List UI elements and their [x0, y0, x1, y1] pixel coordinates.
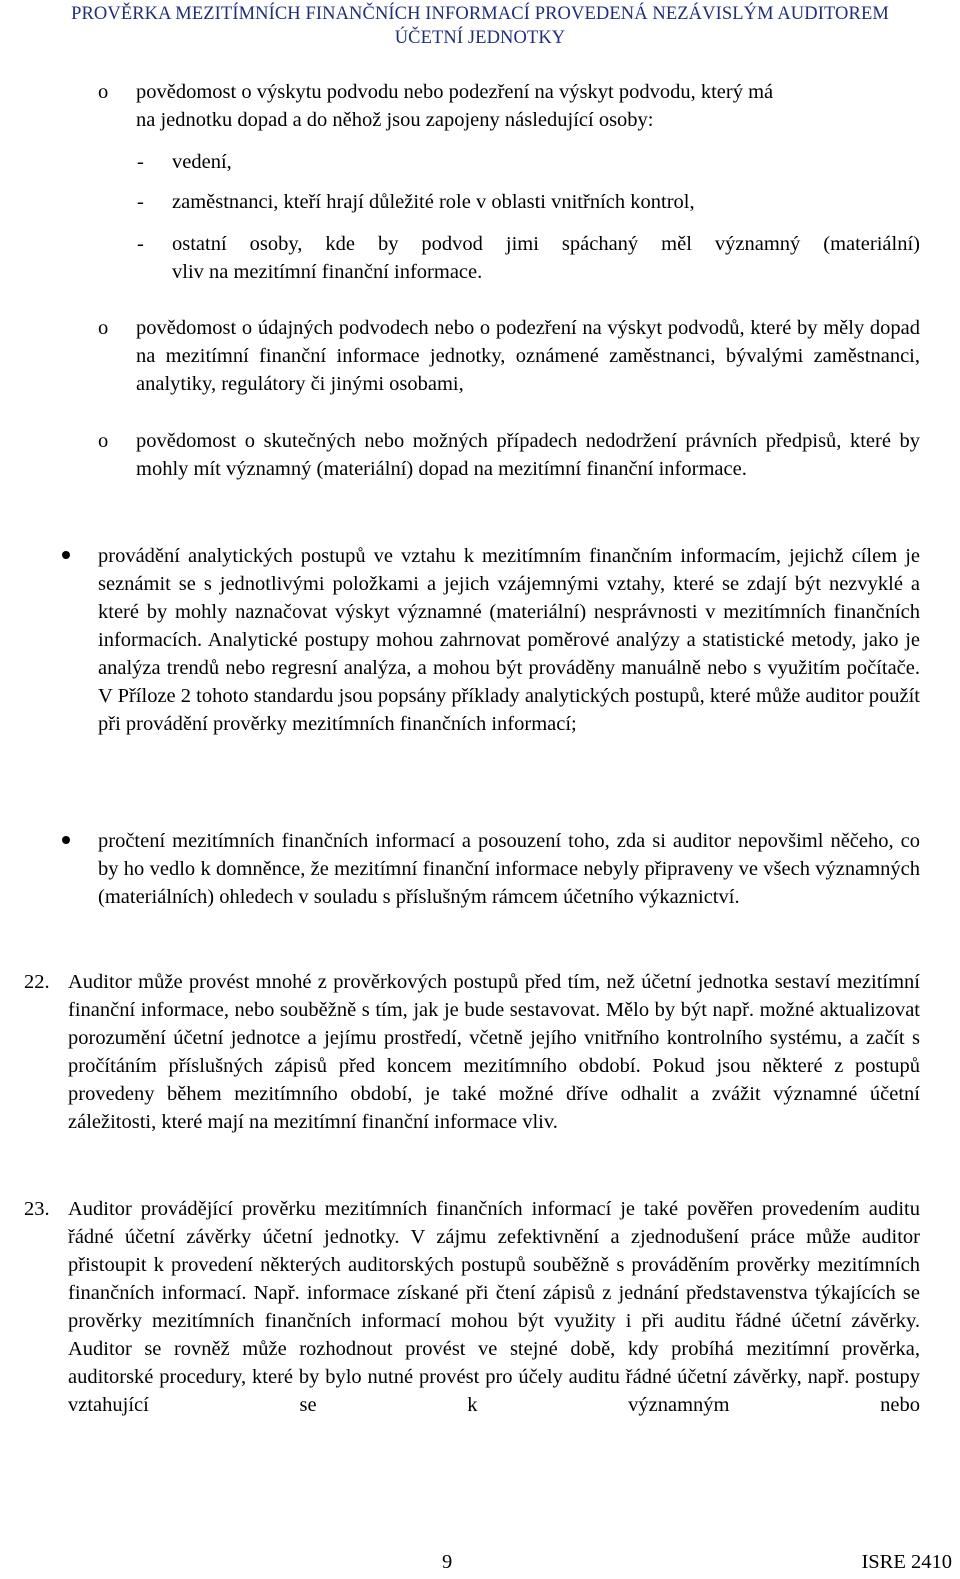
- text-line: zaměstnanci, kteří hrají důležité role v oblasti vnitřních kontrol,: [172, 191, 695, 213]
- sub-bullet-marker: o: [98, 430, 109, 452]
- dash-marker: -: [137, 191, 144, 213]
- paragraph-23: Auditor provádějící prověrku mezitímních finančních informací je také pověřen provedením auditu řádné účetní závěrky účetní jednotky. V zájmu zefektivnění a zjednodušení práce může auditor přistoupit k provedení některých auditorských postupů souběžně s prováděním prověrky mezitímních finančních informací. Např. informace získané při čtení zápisů z jednání představenstva týkajících se prověrky mezitímních finančních informací mohou být využity i při auditu řádné účetní závěrky. Auditor se rovněž může rozhodnout provést ve stejné době, kdy probíhá mezitímní prověrka, auditorské procedury, které by bylo nutné provést pro účely auditu řádné účetní závěrky, např. postupy vztahující se k významným nebo: [68, 1198, 920, 1416]
- text-line: na jednotku dopad a do něhož jsou zapojeny následující osoby:: [136, 109, 654, 131]
- paragraph-22: Auditor může provést mnohé z prověrkových postupů před tím, než účetní jednotka sestaví mezitímní finanční informace, nebo souběžně s tím, jak je bude sestavovat. Mělo by být např. možné aktualizovat porozumění účetní jednotce a jejímu prostředí, včetně jejího vnitřního kontrolního systému, a začít s pročítáním příslušných zápisů před koncem mezitímního období. Pokud jsou některé z postupů provedeny během mezitímního období, je také možné dříve odhalit a zvážit významné účetní záležitosti, které mají na mezitímní finanční informace vliv.: [68, 971, 920, 1133]
- sub-bullet-item-alleged-fraud: povědomost o údajných podvodech nebo o podezření na výskyt podvodů, které by měly dopad na mezitímní finanční informace jednotky, oznámené zaměstnanci, bývalými zaměstnanci, analytiky, regulátory či jinými osobami,: [136, 317, 920, 395]
- bullet-item-analytical-procedures: provádění analytických postupů ve vztahu k mezitímním finančním informacím, jejichž cílem je seznámit se s jednotlivými položkami a jejich vzájemnými vztahy, které se zdají být nezvyklé a které by mohly naznačovat výskyt významné (materiální) nesprávnosti v mezitímních finančních informacích. Analytické postupy mohou zahrnovat poměrové analýzy a statistické metody, jako je analýza trendů nebo regresní analýza, a mohou být prováděny manuálně nebo s využitím počítače. V Příloze 2 tohoto standardu jsou popsány příklady analytických postupů, které může auditor použít při provádění prověrky mezitímních finančních informací;: [98, 545, 920, 735]
- page-number: 9: [442, 1551, 453, 1573]
- bullet-marker: [62, 836, 70, 844]
- sub-bullet-item-noncompliance: povědomost o skutečných nebo možných případech nedodržení právních předpisů, které by mohly mít významný (materiální) dopad na mezitímní finanční informace.: [136, 430, 920, 480]
- bullet-item-reading-information: pročtení mezitímních finančních informací a posouzení toho, zda si auditor nepovšiml něčeho, co by ho vedlo k domněnce, že mezitímní finanční informace nebyly připraveny ve všech významných (materiálních) ohledech v souladu s příslušným rámcem účetního výkaznictví.: [98, 830, 920, 908]
- paragraph-number: 23.: [24, 1198, 50, 1220]
- running-header: [0, 2, 960, 50]
- sub-bullet-marker: o: [98, 81, 109, 103]
- dash-item-others: [172, 230, 920, 286]
- bullet-marker: [62, 551, 70, 559]
- dash-item-management: [172, 148, 920, 176]
- dash-marker: -: [137, 233, 144, 255]
- header-line-2: ÚČETNÍ JEDNOTKY: [394, 28, 566, 48]
- dash-marker: -: [137, 151, 144, 173]
- text-line: ostatní osoby, kde by podvod jimi spáchaný měl významný (materiální): [172, 233, 920, 255]
- header-line-1: PROVĚRKA MEZITÍMNÍCH FINANČNÍCH INFORMACÍ PROVEDENÁ NEZÁVISLÝM AUDITOREM: [71, 4, 889, 24]
- dash-item-employees: [172, 188, 920, 216]
- text-line: vedení,: [172, 151, 232, 173]
- text-line: vliv na mezitímní finanční informace.: [172, 261, 483, 283]
- sub-bullet-marker: o: [98, 317, 109, 339]
- standard-reference: ISRE 2410: [861, 1551, 952, 1573]
- paragraph-number: 22.: [24, 971, 50, 993]
- sub-bullet-item-awareness-fraud: [136, 78, 920, 134]
- text-line: povědomost o výskytu podvodu nebo podezření na výskyt podvodu, který má: [136, 81, 774, 103]
